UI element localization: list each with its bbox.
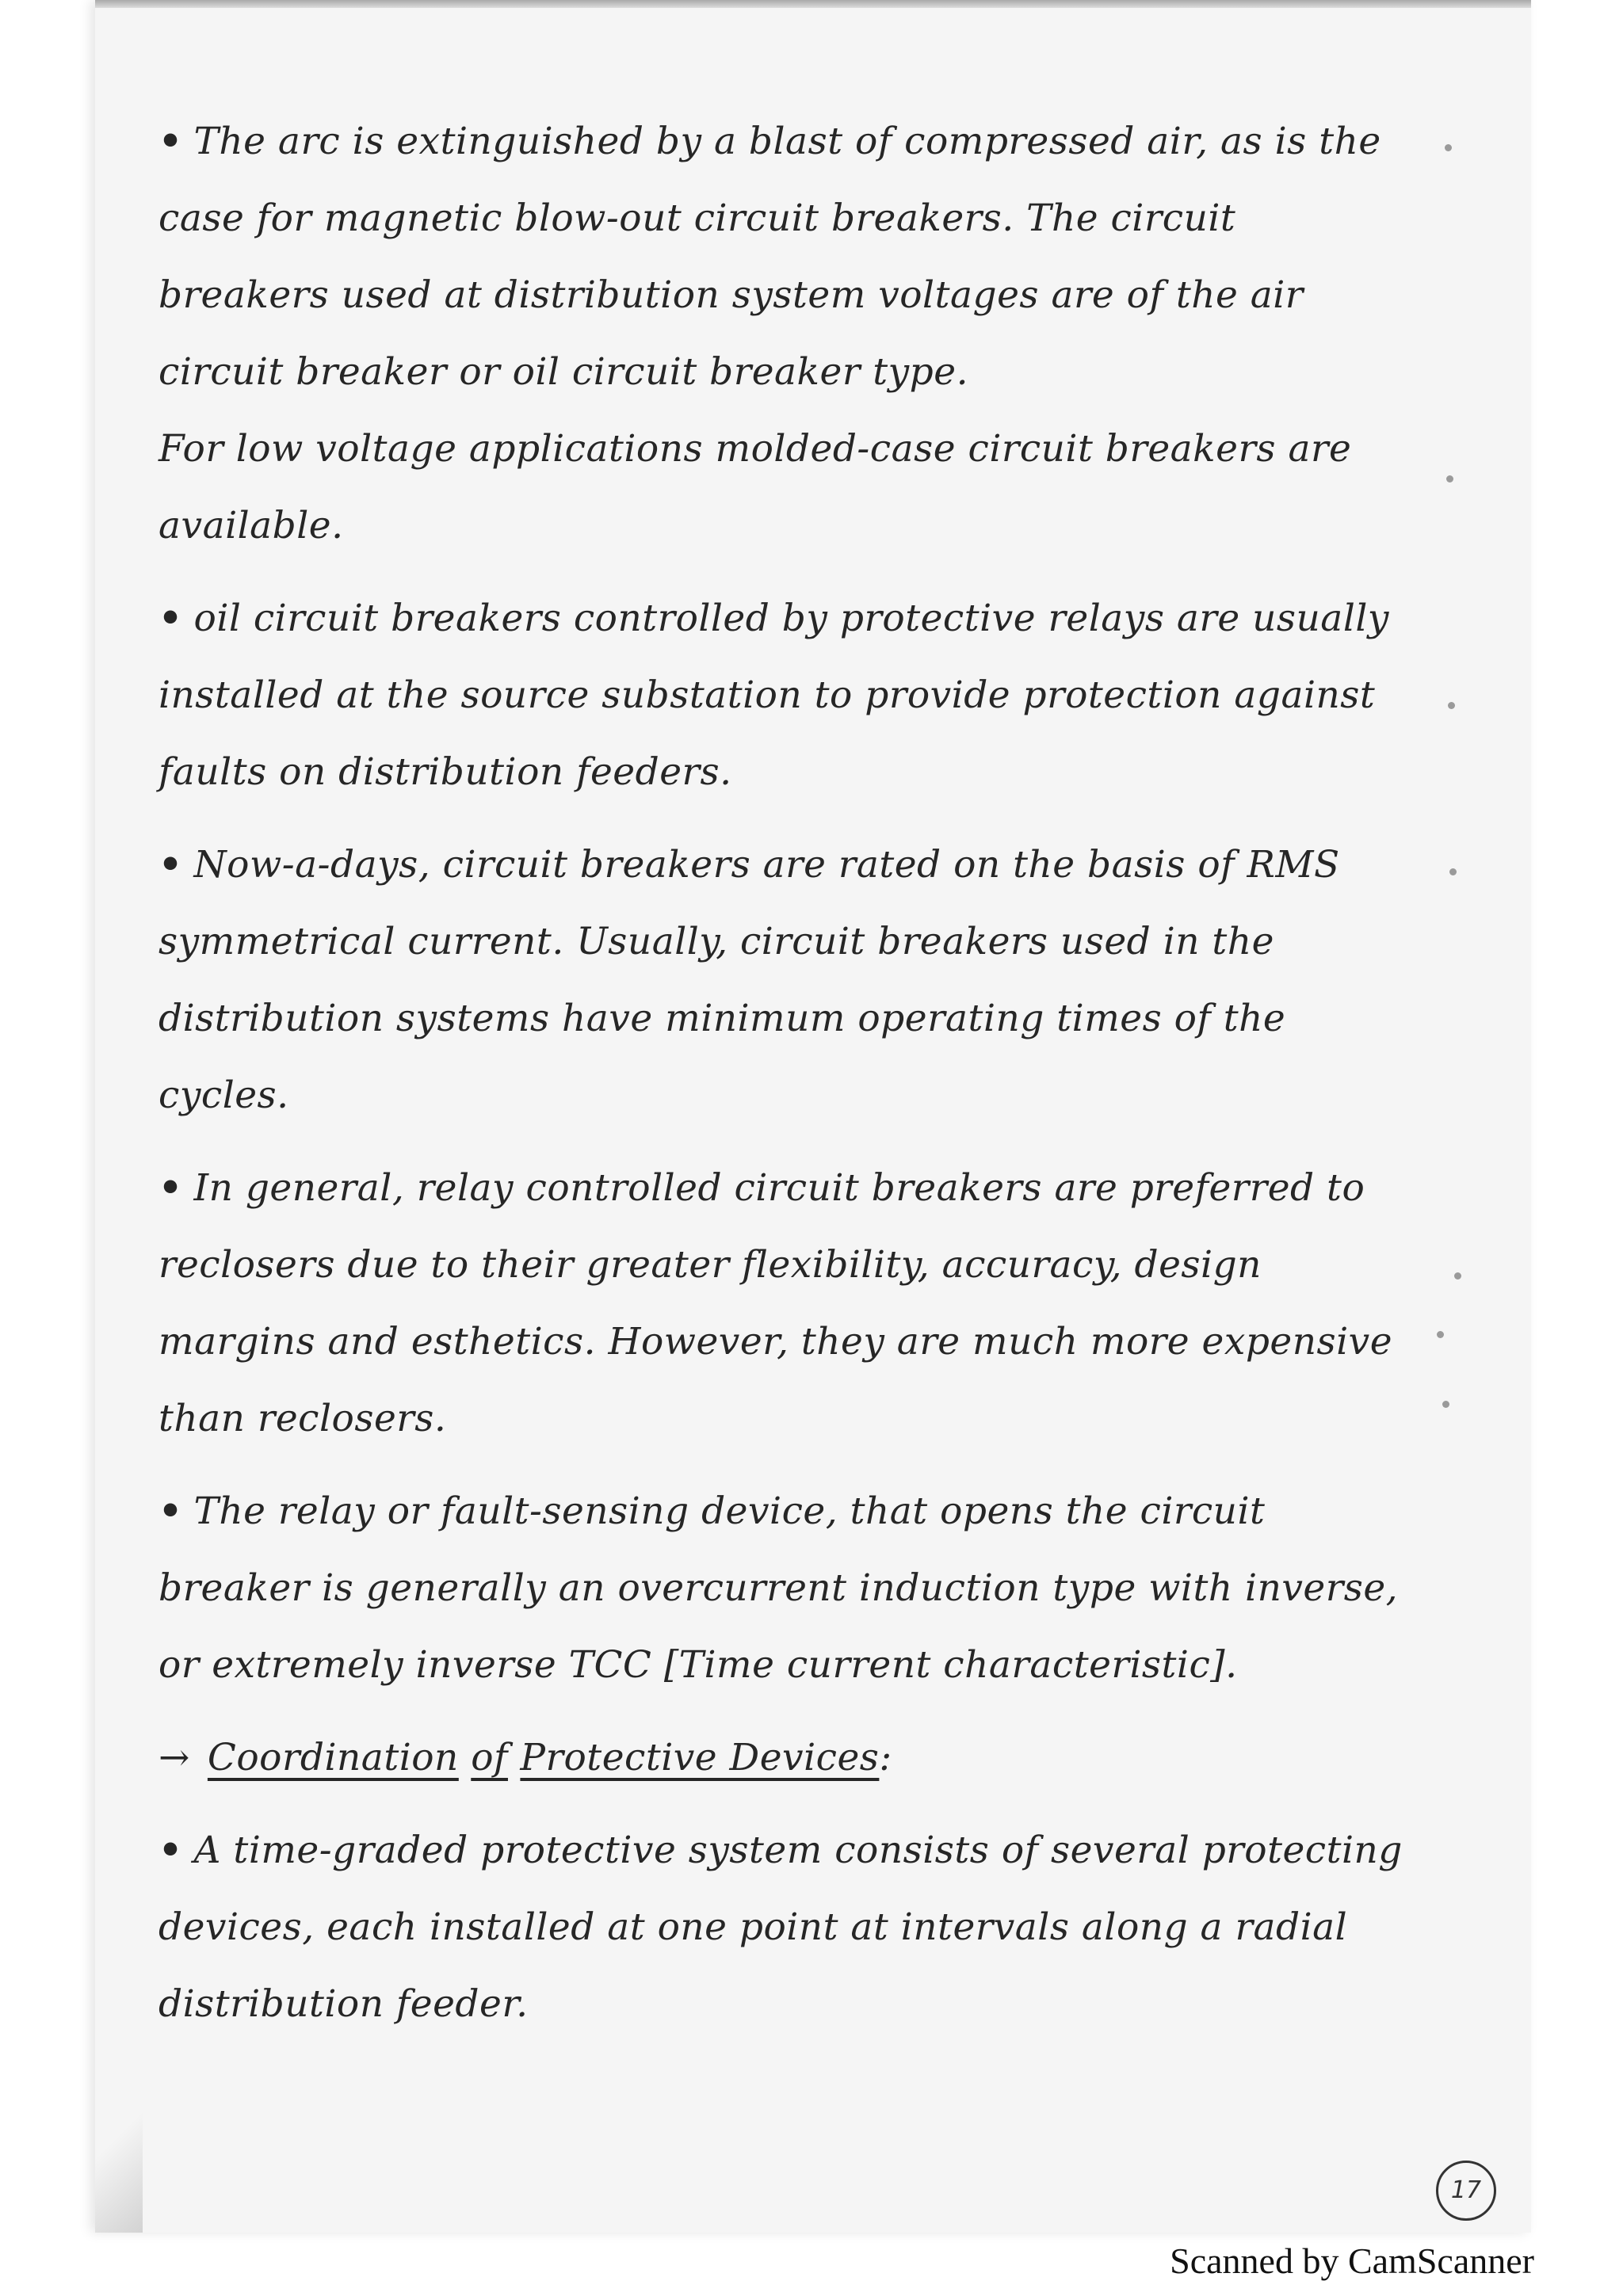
bullet: • <box>158 1489 183 1533</box>
heading-colon: : <box>879 1736 892 1779</box>
margin-mark <box>1449 868 1457 875</box>
heading-coordination: Coordination <box>207 1736 459 1779</box>
bullet: • <box>158 597 183 640</box>
margin-mark <box>1437 1331 1444 1338</box>
margin-mark <box>1442 1401 1449 1408</box>
paragraph-arc-extinguishing <box>158 103 1411 410</box>
paragraph-text: The relay or fault-sensing device, that opens the circuit breaker is generally an overcurrent induction type with inverse, or extremely inverse TCC [Time current characteristic]. <box>158 1489 1399 1687</box>
paragraph-oil-circuit-breakers <box>158 580 1411 810</box>
camscanner-watermark: Scanned by CamScanner <box>1170 2241 1534 2281</box>
margin-mark <box>1446 475 1453 482</box>
paragraph-time-graded <box>158 1812 1411 2042</box>
arrow-icon: → <box>158 1736 190 1779</box>
scanned-page <box>95 0 1531 2233</box>
bullet: • <box>158 1829 183 1872</box>
margin-mark <box>1448 702 1455 709</box>
handwritten-notes <box>158 103 1411 2058</box>
paragraph-rms-rating <box>158 826 1411 1134</box>
section-heading <box>158 1719 1411 1796</box>
heading-of: of <box>471 1736 508 1779</box>
paragraph-text: In general, relay controlled circuit breakers are preferred to reclosers due to their greater flexibility, accuracy, design margins and esthetics. However, they are much more expensive than reclosers. <box>158 1166 1393 1440</box>
page-number: 17 <box>1436 2161 1496 2221</box>
bullet: • <box>158 120 183 163</box>
paragraph-low-voltage <box>158 410 1411 564</box>
heading-protective-devices: Protective Devices <box>520 1736 880 1779</box>
paragraph-relay-vs-reclosers <box>158 1150 1411 1457</box>
paragraph-text: oil circuit breakers controlled by protective relays are usually installed at the source substation to provide protection against faults on distribution feeders. <box>158 597 1389 794</box>
bullet: • <box>158 843 183 887</box>
paragraph-text: The arc is extinguished by a blast of compressed air, as is the case for magnetic blow-out circuit breakers. The circuit breakers used at distribution system voltages are of the air circuit breaker or oil circuit breaker type. <box>158 120 1381 394</box>
paragraph-fault-sensing <box>158 1473 1411 1703</box>
margin-mark <box>1454 1272 1461 1280</box>
paragraph-text: A time-graded protective system consists of several protecting devices, each installed at one point at intervals along a radial distribution feeder. <box>158 1829 1403 2026</box>
bullet: • <box>158 1166 183 1210</box>
paragraph-text: Now-a-days, circuit breakers are rated on the basis of RMS symmetrical current. Usually, circuit breakers used in the distribution systems have minimum operating times of the cycles. <box>158 843 1340 1117</box>
paragraph-text: For low voltage applications molded-case circuit breakers are available. <box>158 427 1352 547</box>
margin-mark <box>1445 144 1452 151</box>
